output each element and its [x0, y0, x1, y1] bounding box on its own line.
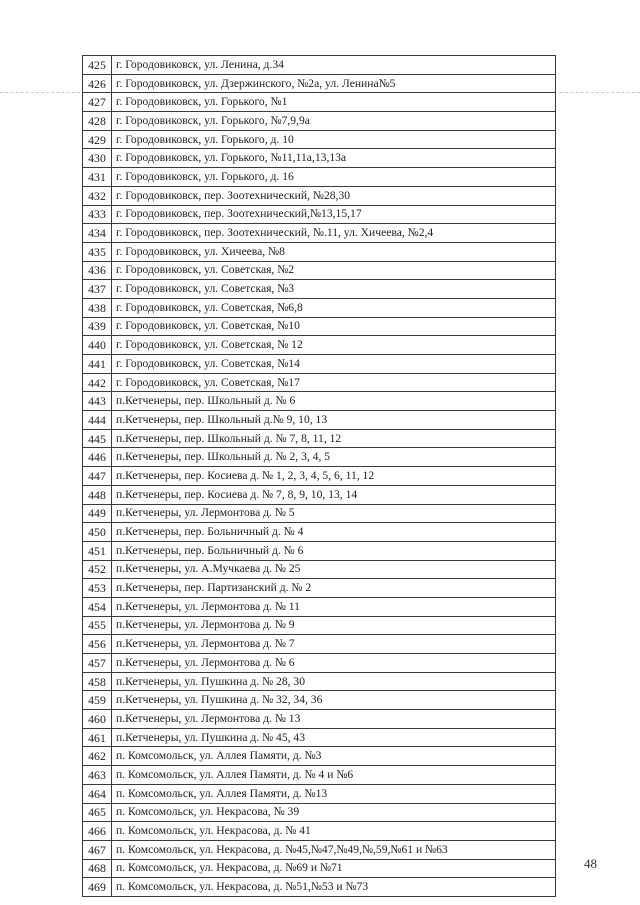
table-row	[83, 803, 556, 822]
scan-fold-line-left	[0, 92, 80, 93]
row-number: 435	[83, 242, 112, 261]
row-address: г. Городовиковск, ул. Горького, №7,9,9а	[112, 112, 556, 131]
row-address: п. Комсомольск, ул. Некрасова, д. № 41	[112, 822, 556, 841]
row-address: п.Кетченеры, пер. Косиева д. № 1, 2, 3, 4, 5, 6, 11, 12	[112, 467, 556, 486]
row-address: п.Кетченеры, пер. Школьный д. № 7, 8, 11, 12	[112, 429, 556, 448]
row-number: 431	[83, 168, 112, 187]
row-address: п.Кетченеры, пер. Косиева д. № 7, 8, 9, 10, 13, 14	[112, 485, 556, 504]
table-row	[83, 541, 556, 560]
row-address: г. Городовиковск, ул. Советская, №6,8	[112, 298, 556, 317]
table-row	[83, 242, 556, 261]
row-number: 436	[83, 261, 112, 280]
row-address: п.Кетченеры, пер. Больничный д. № 4	[112, 523, 556, 542]
table-row	[83, 560, 556, 579]
table-row	[83, 429, 556, 448]
table-row	[83, 411, 556, 430]
row-address: п.Кетченеры, ул. Пушкина д. № 32, 34, 36	[112, 691, 556, 710]
table-row	[83, 485, 556, 504]
table-row	[83, 130, 556, 149]
table-row	[83, 654, 556, 673]
row-address: г. Городовиковск, пер. Зоотехнический,№13,15,17	[112, 205, 556, 224]
row-number: 434	[83, 224, 112, 243]
table-row	[83, 822, 556, 841]
table-row	[83, 597, 556, 616]
row-address: г. Городовиковск, ул. Горького, д. 16	[112, 168, 556, 187]
row-address: г. Городовиковск, ул. Горького, №1	[112, 93, 556, 112]
row-address: п.Кетченеры, ул. Лермонтова д. № 9	[112, 616, 556, 635]
row-address: п.Кетченеры, ул. Лермонтова д. № 6	[112, 654, 556, 673]
row-number: 459	[83, 691, 112, 710]
row-address: п.Кетченеры, ул. Пушкина д. № 28, 30	[112, 672, 556, 691]
row-number: 428	[83, 112, 112, 131]
row-address: г. Городовиковск, ул. Советская, №17	[112, 373, 556, 392]
table-row	[83, 224, 556, 243]
row-address: п. Комсомольск, ул. Аллея Памяти, д. № 4 и №6	[112, 766, 556, 785]
row-number: 440	[83, 336, 112, 355]
table-row	[83, 523, 556, 542]
row-number: 445	[83, 429, 112, 448]
row-number: 451	[83, 541, 112, 560]
table-row	[83, 261, 556, 280]
row-number: 433	[83, 205, 112, 224]
row-number: 464	[83, 784, 112, 803]
page-number: 48	[584, 856, 597, 871]
row-number: 463	[83, 766, 112, 785]
row-address: г. Городовиковск, ул. Советская, № 12	[112, 336, 556, 355]
table-row	[83, 392, 556, 411]
row-number: 426	[83, 74, 112, 93]
row-number: 452	[83, 560, 112, 579]
row-number: 443	[83, 392, 112, 411]
table-row	[83, 635, 556, 654]
row-address: п.Кетченеры, ул. Лермонтова д. № 13	[112, 710, 556, 729]
address-table-body	[83, 56, 556, 897]
table-row	[83, 747, 556, 766]
table-row	[83, 336, 556, 355]
table-row	[83, 373, 556, 392]
table-row	[83, 859, 556, 878]
row-number: 449	[83, 504, 112, 523]
table-row	[83, 672, 556, 691]
row-address: г. Городовиковск, ул. Горького, д. 10	[112, 130, 556, 149]
table-row	[83, 504, 556, 523]
row-address: п. Комсомольск, ул. Некрасова, д. №51,№53 и №73	[112, 878, 556, 897]
row-number: 447	[83, 467, 112, 486]
row-address: п. Комсомольск, ул. Аллея Памяти, д. №13	[112, 784, 556, 803]
row-number: 429	[83, 130, 112, 149]
table-row	[83, 784, 556, 803]
table-row	[83, 56, 556, 75]
row-address: п.Кетченеры, пер. Школьный д. № 6	[112, 392, 556, 411]
row-number: 458	[83, 672, 112, 691]
row-address: п.Кетченеры, ул. Лермонтова д. № 7	[112, 635, 556, 654]
table-row	[83, 467, 556, 486]
table-row	[83, 280, 556, 299]
table-row	[83, 74, 556, 93]
row-number: 468	[83, 859, 112, 878]
row-number: 469	[83, 878, 112, 897]
table-row	[83, 298, 556, 317]
row-number: 427	[83, 93, 112, 112]
row-address: п. Комсомольск, ул. Аллея Памяти, д. №3	[112, 747, 556, 766]
table-row	[83, 766, 556, 785]
row-address: п.Кетченеры, ул. А.Мучкаева д. № 25	[112, 560, 556, 579]
row-number: 446	[83, 448, 112, 467]
row-address: п.Кетченеры, пер. Больничный д. № 6	[112, 541, 556, 560]
row-number: 455	[83, 616, 112, 635]
row-address: г. Городовиковск, ул. Ленина, д.34	[112, 56, 556, 75]
table-row	[83, 205, 556, 224]
row-number: 453	[83, 579, 112, 598]
table-row	[83, 691, 556, 710]
row-number: 457	[83, 654, 112, 673]
row-number: 466	[83, 822, 112, 841]
row-number: 439	[83, 317, 112, 336]
table-row	[83, 710, 556, 729]
row-address: г. Городовиковск, ул. Хичеева, №8	[112, 242, 556, 261]
table-row	[83, 186, 556, 205]
row-number: 450	[83, 523, 112, 542]
row-number: 454	[83, 597, 112, 616]
table-row	[83, 728, 556, 747]
address-table	[82, 55, 556, 897]
table-row	[83, 579, 556, 598]
table-row	[83, 317, 556, 336]
row-number: 437	[83, 280, 112, 299]
table-row	[83, 448, 556, 467]
row-address: г. Городовиковск, ул. Советская, №14	[112, 355, 556, 374]
row-address: г. Городовиковск, ул. Горького, №11,11а,13,13а	[112, 149, 556, 168]
row-number: 430	[83, 149, 112, 168]
row-number: 465	[83, 803, 112, 822]
row-address: п.Кетченеры, пер. Партизанский д. № 2	[112, 579, 556, 598]
row-number: 467	[83, 840, 112, 859]
row-number: 456	[83, 635, 112, 654]
row-address: г. Городовиковск, пер. Зоотехнический, №.11, ул. Хичеева, №2,4	[112, 224, 556, 243]
row-number: 461	[83, 728, 112, 747]
row-number: 432	[83, 186, 112, 205]
table-row	[83, 616, 556, 635]
row-number: 444	[83, 411, 112, 430]
table-row	[83, 168, 556, 187]
row-address: п.Кетченеры, ул. Пушкина д. № 45, 43	[112, 728, 556, 747]
row-address: п. Комсомольск, ул. Некрасова, д. №45,№47,№49,№,59,№61 и №63	[112, 840, 556, 859]
row-address: г. Городовиковск, ул. Советская, №3	[112, 280, 556, 299]
row-address: п.Кетченеры, пер. Школьный д. № 2, 3, 4, 5	[112, 448, 556, 467]
row-number: 462	[83, 747, 112, 766]
row-address: г. Городовиковск, ул. Дзержинского, №2а, ул. Ленина№5	[112, 74, 556, 93]
row-number: 448	[83, 485, 112, 504]
row-number: 460	[83, 710, 112, 729]
row-address: г. Городовиковск, пер. Зоотехнический, №28,30	[112, 186, 556, 205]
scan-fold-line-right	[560, 92, 640, 93]
table-row	[83, 93, 556, 112]
table-row	[83, 149, 556, 168]
row-address: г. Городовиковск, ул. Советская, №2	[112, 261, 556, 280]
row-number: 438	[83, 298, 112, 317]
row-number: 442	[83, 373, 112, 392]
table-row	[83, 878, 556, 897]
row-number: 425	[83, 56, 112, 75]
row-number: 441	[83, 355, 112, 374]
row-address: п. Комсомольск, ул. Некрасова, д. №69 и №71	[112, 859, 556, 878]
row-address: г. Городовиковск, ул. Советская, №10	[112, 317, 556, 336]
table-row	[83, 840, 556, 859]
row-address: п. Комсомольск, ул. Некрасова, № 39	[112, 803, 556, 822]
table-row	[83, 112, 556, 131]
row-address: п.Кетченеры, ул. Лермонтова д. № 5	[112, 504, 556, 523]
row-address: п.Кетченеры, пер. Школьный д.№ 9, 10, 13	[112, 411, 556, 430]
table-row	[83, 355, 556, 374]
row-address: п.Кетченеры, ул. Лермонтова д. № 11	[112, 597, 556, 616]
